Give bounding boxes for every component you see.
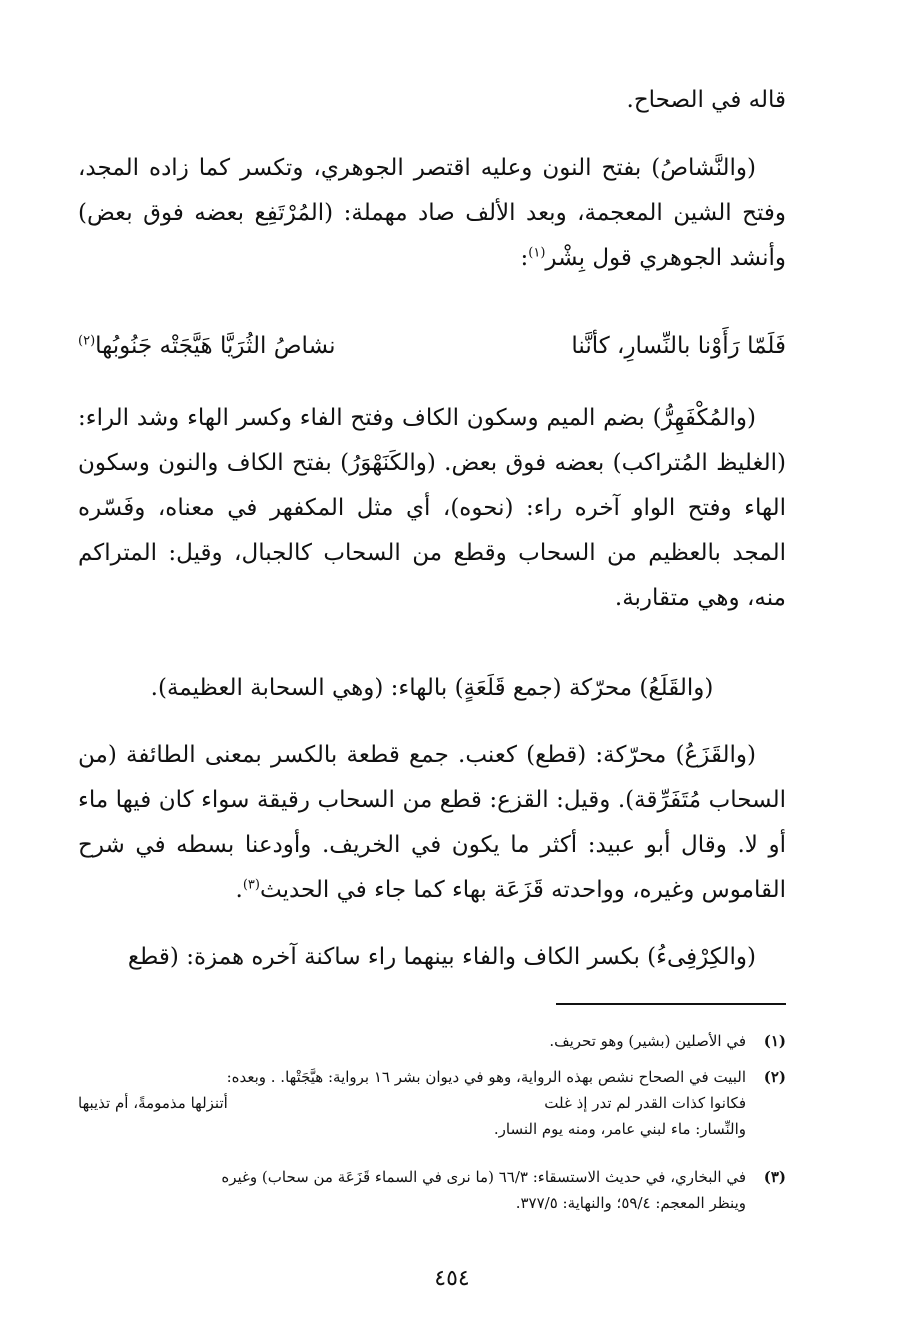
footnote-verse-first: فكانوا كذات القدر لم تدر إذ غلت [544,1094,746,1112]
page-number: ٤٥٤ [434,1266,470,1291]
footnote-2 [78,1064,786,1142]
footnote-divider [556,1003,786,1005]
footnote-verse-second: أتنزلها مذمومةً، أم تذيبها [78,1094,228,1112]
footnote-3 [78,1164,786,1216]
footnote-number: (٢) [763,1068,786,1086]
footnote-ref-2: (٢) [78,333,96,349]
paragraph-intro: قاله في الصحاح. [626,87,786,113]
footnote-ref-3: (٣) [242,877,260,893]
paragraph-qala: (والقَلَعُ) محرّكة (جمع قَلَعَةٍ) بالهاء: (وهي السحابة العظيمة). [150,675,714,701]
footnote-ref-1: (١) [528,245,546,261]
footnote-text: البيت في الصحاح نشص بهذه الرواية، وهو في ديوان بشر ١٦ برواية: هيَّجَتْها. . وبعده: [226,1068,746,1086]
footnote-number: (٣) [763,1168,786,1186]
footnote-text: في البخاري، في حديث الاستسقاء: ٦٦/٣ (ما نرى في السماء قَزَعَة من سحاب) وغيره [221,1168,746,1186]
document-page [78,78,786,1318]
paragraph-mukfahirr: (والمُكْفَهِرُّ) بضم الميم وسكون الكاف وفتح الفاء وكسر الهاء وشد الراء: (الغليظ المُتراكب) بعضه فوق بعض. (والكَنَهْوَرُ) بفتح الكاف والنون وسكون الهاء وفتح الواو آخره راء: (نحوه)، أي مثل المكفهر في معناه، وفَسّره المجد بالعظيم من السحاب وقطع من السحاب كالجبال، وقيل: المتراكم منه، وهي متقاربة. [78,405,786,611]
footnote-verse [78,1090,786,1116]
footnote-tail: والنِّسار: ماء لبني عامر، ومنه يوم النسار. [493,1120,746,1138]
verse-second-hemistich: نشاصُ الثُرَيَّا هَيَّجَتْه جَنُوبُها$^{(٢)}$ [78,333,336,359]
footnote-number: (١) [763,1032,786,1050]
verse-first-hemistich: فَلَمّا رَأَوْنا بالنِّسارِ، كأنَّنا [571,333,786,359]
poetry-verse [78,324,786,369]
paragraph-nashas: (والنَّشاصُ) بفتح النون وعليه اقتصر الجوهري، وتكسر كما زاده المجد، وفتح الشين المعجمة، وبعد الألف صاد مهملة: (المُرْتَفِع بعضه فوق بعض) وأنشد الجوهري قول بِشْر$^{(١)}$: [78,155,786,271]
paragraph-kirfi: (والكِرْفِىءُ) بكسر الكاف والفاء بينهما راء ساكنة آخره همزة: (قطع [127,944,756,970]
footnote-1 [78,1028,786,1054]
paragraph-qaza: (والقَزَعُ) محرّكة: (قطع) كعنب. جمع قطعة بالكسر بمعنى الطائفة (من السحاب مُتَفَرِّقة). وقيل: القزع: قطع من السحاب رقيقة سواء كان فيها ماء أو لا. وقال أبو عبيد: أكثر ما يكون في الخريف. وأودعنا بسطه في شرح القاموس وغيره، وواحدته قَزَعَة بهاء كما جاء في الحديث$^{(٣)}$. [78,742,786,903]
footnote-text: في الأصلين (بشير) وهو تحريف. [549,1032,746,1050]
footnote-tail: وينظر المعجم: ٥٩/٤؛ والنهاية: ٣٧٧/٥. [515,1194,746,1212]
